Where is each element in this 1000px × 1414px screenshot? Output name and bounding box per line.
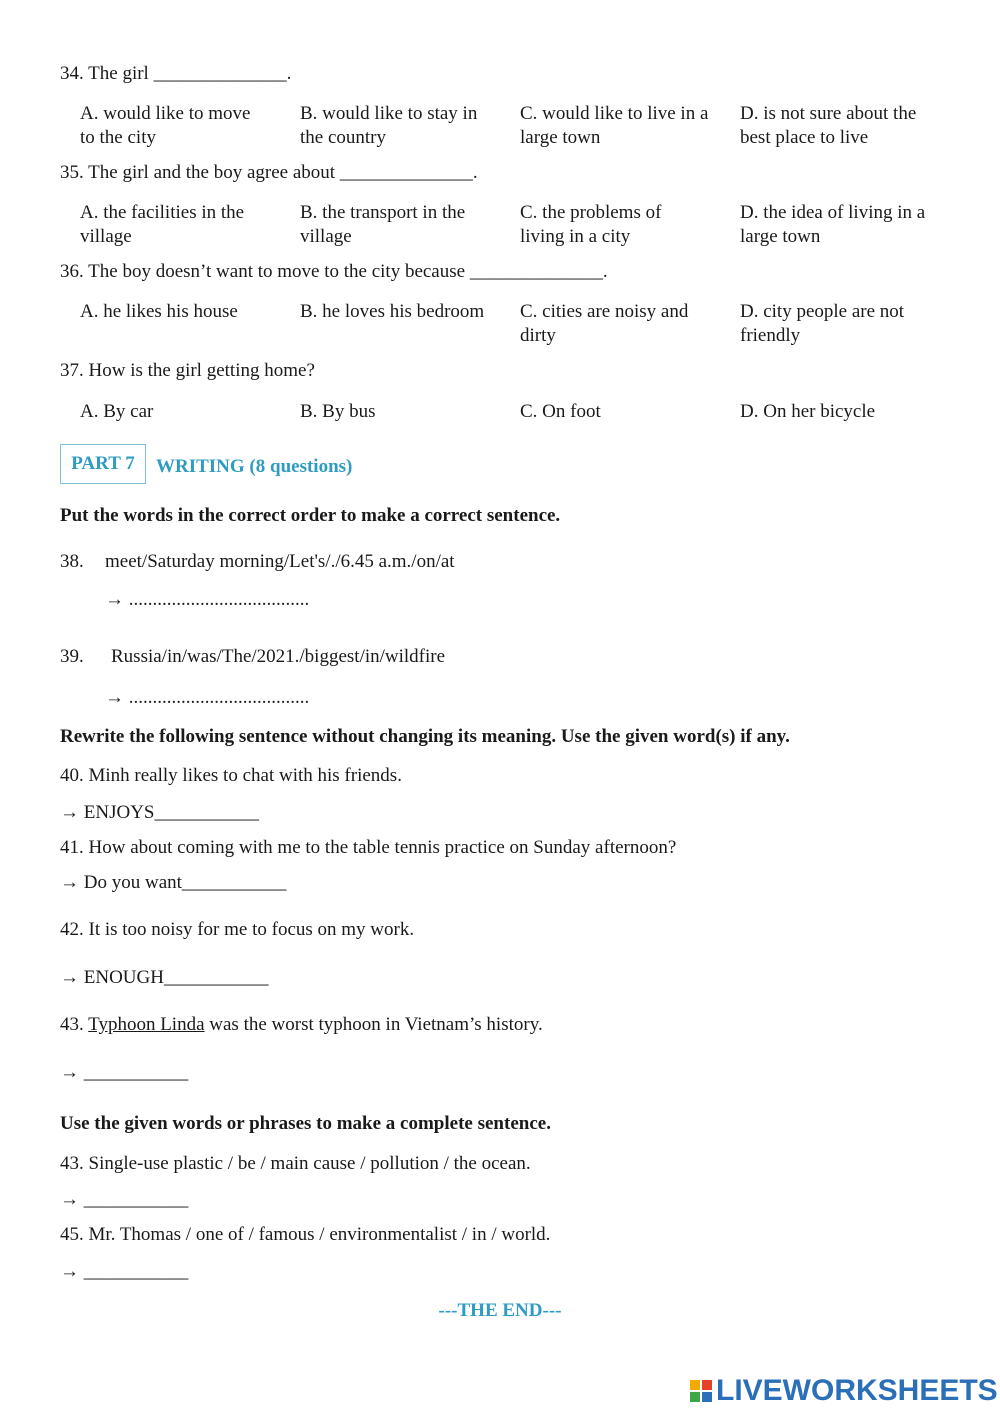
liveworksheets-logo-text: LIVEWORKSHEETS [716,1374,998,1407]
question-42-answer[interactable]: → ENOUGH___________ [60,967,269,988]
logo-square-2 [702,1380,712,1390]
question-45-text: 45. Mr. Thomas / one of / famous / environmentalist / in / world. [60,1224,551,1245]
question-38-text: meet/Saturday morning/Let's/./6.45 a.m./on/at [105,551,455,572]
question-35-stem: 35. The girl and the boy agree about ______________. [60,162,478,183]
option-34-b[interactable]: B. would like to stay in the country [300,103,478,148]
question-37-stem: 37. How is the girl getting home? [60,360,315,381]
liveworksheets-logo-icon [690,1380,712,1402]
question-43-answer[interactable]: → ___________ [60,1062,189,1083]
part-7-title: WRITING (8 questions) [156,456,353,477]
question-35-options [80,201,960,249]
section-3-instruction: Use the given words or phrases to make a complete sentence. [60,1113,551,1134]
option-34-a[interactable]: A. would like to move to the city [80,103,251,148]
question-43-prefix: 43. [60,1014,89,1035]
option-35-b[interactable]: B. the transport in the village [300,202,466,247]
option-34-c[interactable]: C. would like to live in a large town [520,103,709,148]
option-37-a[interactable]: A. By car [80,401,154,422]
question-44-text: 43. Single-use plastic / be / main cause / pollution / the ocean. [60,1153,531,1174]
option-34-d[interactable]: D. is not sure about the best place to live [740,103,917,148]
question-41-text: 41. How about coming with me to the table tennis practice on Sunday afternoon? [60,837,677,858]
option-37-b[interactable]: B. By bus [300,401,376,422]
question-43-underlined: Typhoon Linda [88,1014,205,1035]
question-38-number: 38. [60,551,84,572]
option-36-d[interactable]: D. city people are not friendly [740,301,905,346]
question-40-answer[interactable]: → ENJOYS___________ [60,802,259,823]
question-44-answer[interactable]: → ___________ [60,1189,189,1210]
part-7-label: PART 7 [60,444,146,484]
question-34-options [80,102,960,150]
liveworksheets-logo[interactable] [690,1372,998,1410]
the-end: ---THE END--- [438,1300,562,1321]
logo-square-1 [690,1380,700,1390]
question-39-answer[interactable]: → ...................................... [105,687,310,708]
option-36-b[interactable]: B. he loves his bedroom [300,301,485,322]
question-42-text: 42. It is too noisy for me to focus on my work. [60,919,415,940]
question-37-options [80,400,960,424]
option-35-a[interactable]: A. the facilities in the village [80,202,245,247]
question-40-text: 40. Minh really likes to chat with his friends. [60,765,402,786]
section-2-instruction: Rewrite the following sentence without changing its meaning. Use the given word(s) if any. [60,726,790,747]
option-37-d[interactable]: D. On her bicycle [740,401,876,422]
option-37-c[interactable]: C. On foot [520,401,601,422]
question-34-stem: 34. The girl ______________. [60,63,292,84]
option-36-c[interactable]: C. cities are noisy and dirty [520,301,689,346]
logo-square-3 [690,1392,700,1402]
section-1-instruction: Put the words in the correct order to make a correct sentence. [60,505,561,526]
option-36-a[interactable]: A. he likes his house [80,301,238,322]
question-36-options [80,300,960,348]
question-39-number: 39. [60,646,84,667]
option-35-d[interactable]: D. the idea of living in a large town [740,202,926,247]
logo-square-4 [702,1392,712,1402]
question-38-answer[interactable]: → ...................................... [105,589,310,610]
option-35-c[interactable]: C. the problems of living in a city [520,202,662,247]
question-41-answer[interactable]: → Do you want___________ [60,872,287,893]
question-36-stem: 36. The boy doesn’t want to move to the city because ______________. [60,261,608,282]
question-43-rest: was the worst typhoon in Vietnam’s history. [204,1014,543,1035]
question-39-text: Russia/in/was/The/2021./biggest/in/wildfire [111,646,446,667]
question-45-answer[interactable]: → ___________ [60,1261,189,1282]
question-43-text [60,1013,543,1037]
